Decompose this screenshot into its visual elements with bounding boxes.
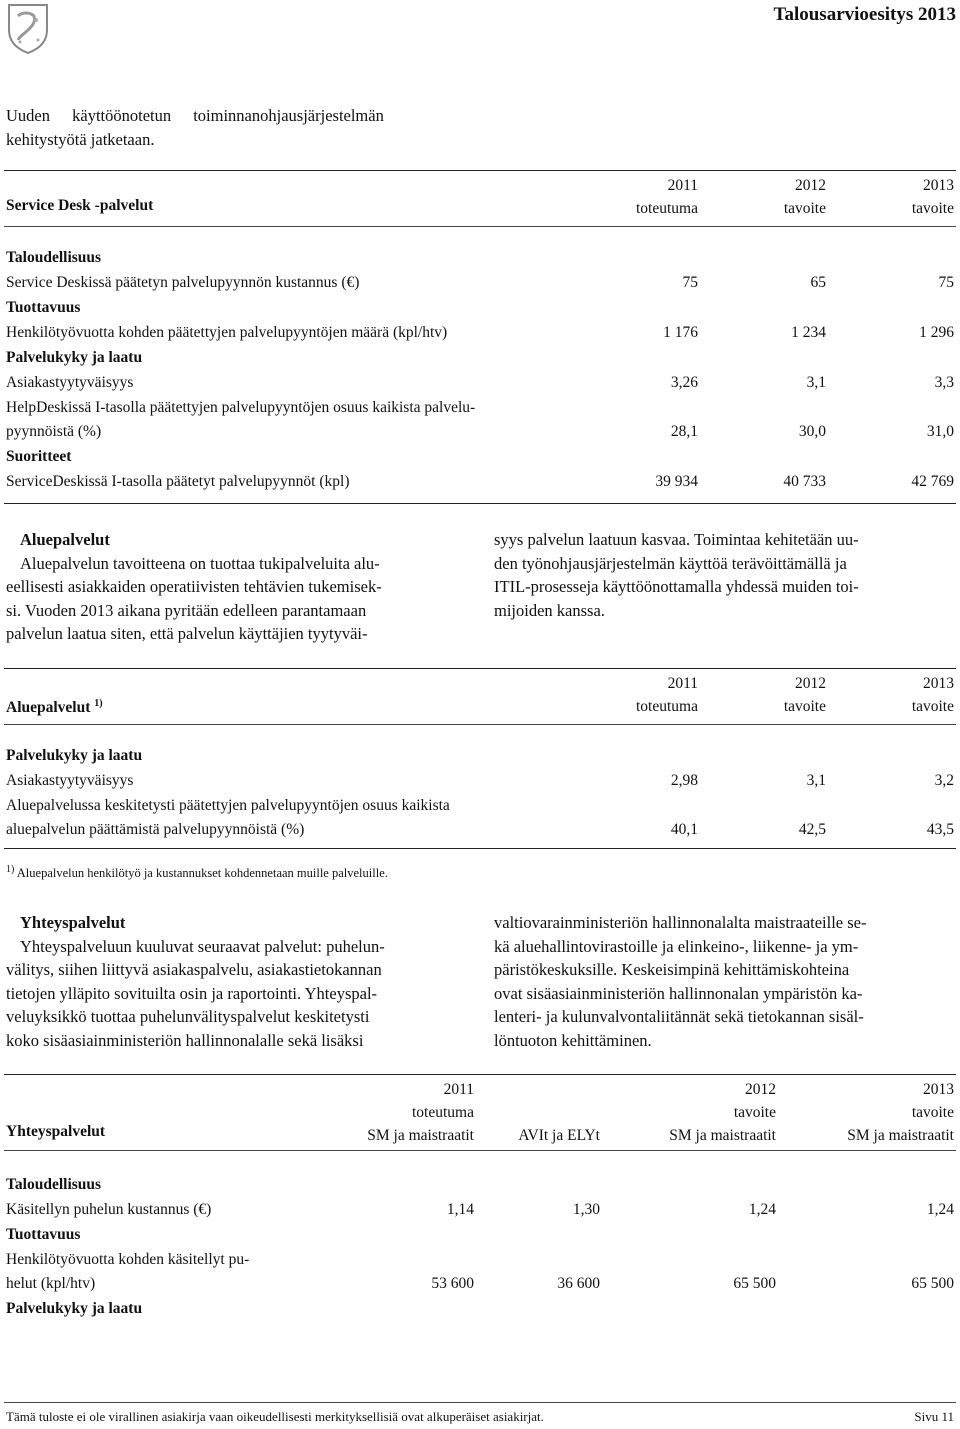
column-header: 2013 tavoite SM ja maistraatit bbox=[847, 1081, 954, 1144]
table-top-rule bbox=[4, 668, 956, 669]
paragraph-line: lenteri- ja kulunvalvontaliitännät sekä tietokannan sisäl- bbox=[494, 1007, 864, 1026]
paragraph-line: välitys, siihen liittyvä asiakaspalvelu, asiakastietokannan bbox=[6, 960, 382, 979]
table-row: helut (kpl/htv) 53 600 36 600 65 500 65 500 bbox=[6, 1275, 954, 1292]
table-row: Suoritteet bbox=[6, 448, 72, 465]
table-row: Asiakastyytyväisyys 2,98 3,1 3,2 bbox=[6, 772, 954, 789]
service-desk-table-body bbox=[6, 246, 954, 495]
table-row: ServiceDeskissä I-tasolla päätetyt palvelupyynnöt (kpl) 39 934 40 733 42 769 bbox=[6, 473, 954, 490]
table-title: Service Desk -palvelut bbox=[6, 197, 154, 214]
paragraph-line: valtiovarainministeriön hallinnonalalta maistraateille se- bbox=[494, 913, 867, 932]
paragraph-line: ovat sisäasiainministeriön hallinnonalan ympäristön ka- bbox=[494, 983, 863, 1003]
aluepalvelut-right-column bbox=[494, 528, 954, 622]
table-row: pyynnöistä (%) 28,1 30,0 31,0 bbox=[6, 423, 954, 440]
paragraph-line: si. Vuoden 2013 aikana pyritään edelleen parantamaan bbox=[6, 600, 367, 620]
footnote: $^{1)}$ Aluepalvelun henkilötyö ja kustannukset kohdennetaan muille palveluille. bbox=[6, 864, 388, 881]
column-header: 2013 tavoite bbox=[911, 675, 954, 715]
table-row: aluepalvelun päättämistä palvelupyynnöistä (%) 40,1 42,5 43,5 bbox=[6, 821, 954, 838]
table-header-rule bbox=[4, 724, 956, 725]
aluepalvelut-table bbox=[6, 670, 954, 722]
table-row: Tuottavuus bbox=[6, 1226, 81, 1243]
paragraph-line: den työnohjausjärjestelmän käyttöä terävöittämällä ja bbox=[494, 553, 847, 573]
intro-line: Uuden käyttöönotetun toiminnanohjausjärjestelmän bbox=[6, 106, 384, 125]
section-heading: Aluepalvelut bbox=[20, 530, 110, 549]
paragraph-line: päristökeskuksille. Keskeisimpinä kehittämiskohteina bbox=[494, 960, 850, 979]
paragraph-line: Aluepalvelun tavoitteena on tuottaa tukipalveluita alu- bbox=[20, 553, 380, 573]
paragraph-line: tietojen ylläpito sovituilta osin ja raportointi. Yhteyspal- bbox=[6, 983, 378, 1003]
paragraph-line: kä aluehallintovirastoille ja elinkeino-, liikenne- ja ym- bbox=[494, 936, 859, 956]
table-row: Käsitellyn puhelun kustannus (€) 1,14 1,30 1,24 1,24 bbox=[6, 1201, 954, 1218]
paragraph-line: syys palvelun laatuun kasvaa. Toimintaa kehitetään uu- bbox=[494, 530, 859, 549]
table-row: Palvelukyky ja laatu bbox=[6, 747, 143, 764]
paragraph-line: Yhteyspalveluun kuuluvat seuraavat palvelut: puhelun- bbox=[20, 936, 385, 956]
column-header: AVIt ja ELYt bbox=[518, 1127, 600, 1144]
table-row: Palvelukyky ja laatu bbox=[6, 1300, 143, 1317]
paragraph-line: eellisesti asiakkaiden operatiivisten tehtävien tukemisek- bbox=[6, 577, 382, 596]
table-bottom-rule bbox=[4, 848, 956, 849]
column-header: 2012 tavoite SM ja maistraatit bbox=[669, 1081, 776, 1144]
service-desk-table bbox=[6, 172, 954, 224]
table-row: Asiakastyytyväisyys 3,26 3,1 3,3 bbox=[6, 374, 954, 391]
table-row: Henkilötyövuotta kohden päätettyjen palvelupyyntöjen määrä (kpl/htv) 1 176 1 234 1 296 bbox=[6, 324, 954, 341]
paragraph-line: koko sisäasiainministeriön hallinnonalalle sekä lisäksi bbox=[6, 1030, 364, 1050]
table-header-row bbox=[6, 1076, 954, 1148]
intro-line: kehitystyötä jatketaan. bbox=[6, 129, 155, 149]
paragraph-line: löntuoton kehittäminen. bbox=[494, 1030, 652, 1050]
table-bottom-rule bbox=[4, 503, 956, 504]
column-header: 2012 tavoite bbox=[783, 675, 826, 715]
yhteyspalvelut-right-column bbox=[494, 911, 954, 1052]
yhteyspalvelut-table-body bbox=[6, 1173, 954, 1322]
yhteyspalvelut-table bbox=[6, 1076, 954, 1148]
aluepalvelut-left-column bbox=[6, 528, 466, 646]
table-top-rule bbox=[4, 170, 956, 171]
table-row: Taloudellisuus bbox=[6, 1176, 102, 1193]
column-header: 2013 tavoite bbox=[911, 177, 954, 217]
table-top-rule bbox=[4, 1074, 956, 1075]
table-header-rule bbox=[4, 1150, 956, 1151]
table-row: Palvelukyky ja laatu bbox=[6, 349, 143, 366]
section-heading: Yhteyspalvelut bbox=[20, 913, 126, 932]
table-title: Aluepalvelut $^{1)}$ bbox=[6, 698, 103, 717]
footer-disclaimer: Tämä tuloste ei ole virallinen asiakirja vaan oikeudellisesti merkityksellisiä ovat alkuperäiset asiakirjat. bbox=[6, 1409, 544, 1424]
yhteyspalvelut-left-column bbox=[6, 911, 466, 1052]
table-row: Service Deskissä päätetyn palvelupyynnön kustannus (€) 75 65 75 bbox=[6, 274, 954, 291]
table-header-rule bbox=[4, 226, 956, 227]
table-row: Taloudellisuus bbox=[6, 249, 102, 266]
column-header: 2012 tavoite bbox=[783, 177, 826, 217]
coat-of-arms-icon bbox=[6, 2, 50, 54]
paragraph-line: ITIL-prosesseja käyttöönottamalla yhdessä muiden toi- bbox=[494, 577, 859, 596]
table-row: Tuottavuus bbox=[6, 299, 81, 316]
paragraph-line: palvelun laatua siten, että palvelun käyttäjien tyytyväi- bbox=[6, 624, 368, 643]
aluepalvelut-table-body bbox=[6, 744, 954, 843]
table-header-row bbox=[6, 670, 954, 722]
paragraph-line: veluyksikkö tuottaa puhelunvälityspalvelut keskitetysti bbox=[6, 1007, 370, 1026]
column-header: 2011 toteutuma SM ja maistraatit bbox=[367, 1081, 474, 1144]
footer-rule bbox=[4, 1402, 956, 1403]
column-header: 2011 toteutuma bbox=[636, 177, 698, 217]
document-header-title: Talousarvioesitys 2013 bbox=[773, 4, 956, 25]
table-row: HelpDeskissä I-tasolla päätettyjen palvelupyyntöjen osuus kaikista palvelu- bbox=[6, 399, 476, 416]
table-row: Aluepalvelussa keskitetysti päätettyjen palvelupyyntöjen osuus kaikista bbox=[6, 797, 450, 814]
paragraph-line: mijoiden kanssa. bbox=[494, 600, 605, 620]
column-header: 2011 toteutuma bbox=[636, 675, 698, 715]
intro-paragraph bbox=[6, 104, 466, 151]
table-header-row bbox=[6, 172, 954, 224]
table-title: Yhteyspalvelut bbox=[6, 1123, 106, 1140]
page-number: Sivu 11 bbox=[914, 1409, 954, 1424]
table-row: Henkilötyövuotta kohden käsitellyt pu- bbox=[6, 1251, 250, 1268]
